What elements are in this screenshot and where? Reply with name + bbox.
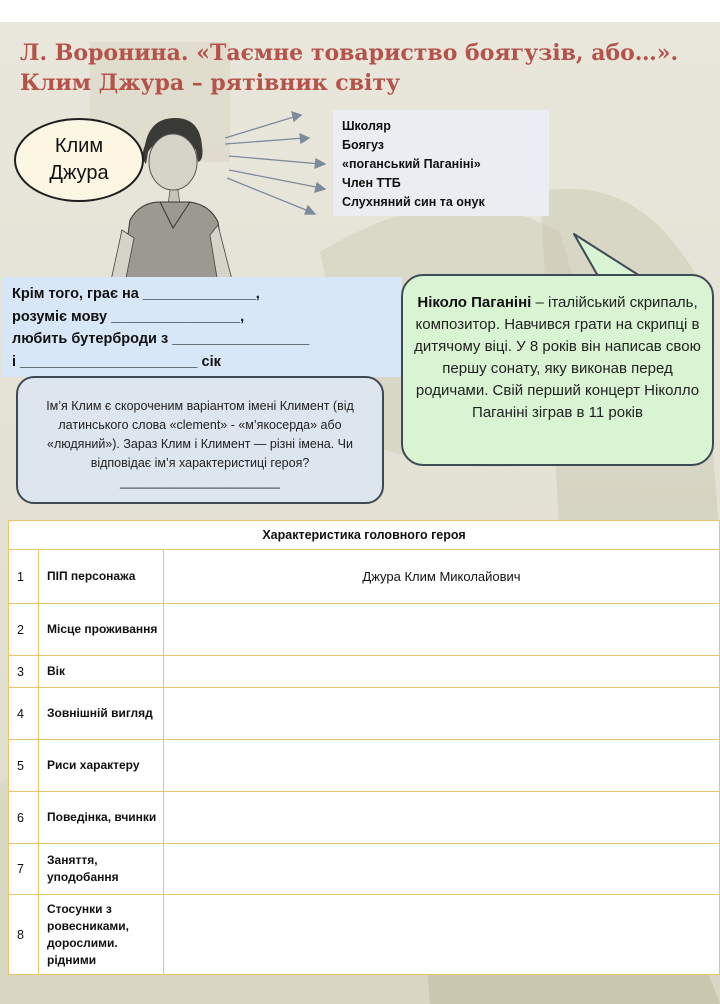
row-label: Заняття, уподобання	[39, 844, 164, 895]
hero-last-name: Джура	[49, 162, 109, 184]
fill-in-line-juice[interactable]: і ______________________ сік	[12, 353, 221, 370]
row-number: 3	[9, 656, 39, 688]
row-number: 8	[9, 895, 39, 975]
page-title	[20, 38, 710, 98]
row-number: 4	[9, 688, 39, 740]
row-value[interactable]	[164, 604, 720, 656]
pointer-arrows	[225, 108, 335, 220]
paganini-name: Ніколо Паганіні	[417, 294, 532, 311]
row-number: 1	[9, 550, 39, 604]
name-meaning-text: Ім’я Клим є скороченим варіантом імені Климент (від латинського слова «clement» - «м’якосерда» або «людяний»). Зараз Клим і Климент — різні імена. Чи відповідає ім’я характеристиці героя? _______________________	[46, 399, 354, 489]
row-label: Риси характеру	[39, 740, 164, 792]
hero-name-oval	[14, 118, 144, 202]
table-row	[9, 844, 720, 895]
row-label: Стосунки з ровесниками, дорослими. рідними	[39, 895, 164, 975]
title-line-1: Л. Воронина. «Таємне товариство боягузів, або…».	[20, 40, 679, 66]
table-header-row	[9, 521, 720, 550]
row-number: 5	[9, 740, 39, 792]
row-number: 6	[9, 792, 39, 844]
table-row	[9, 792, 720, 844]
fill-in-line-language[interactable]: розуміє мову ________________,	[12, 308, 245, 325]
table-header: Характеристика головного героя	[9, 521, 720, 550]
fill-in-exercise	[2, 277, 402, 377]
row-value[interactable]	[164, 656, 720, 688]
trait-item: Школяр	[342, 119, 391, 133]
trait-item: Член ТТБ	[342, 176, 401, 190]
table-row	[9, 895, 720, 975]
row-label: Вік	[39, 656, 164, 688]
trait-item: Слухняний син та онук	[342, 195, 485, 209]
row-label: Місце проживання	[39, 604, 164, 656]
trait-item: «поганський Паганіні»	[342, 157, 481, 171]
row-number: 2	[9, 604, 39, 656]
fill-in-line-sandwich[interactable]: любить бутерброди з _________________	[12, 331, 310, 347]
row-value[interactable]: Джура Клим Миколайович	[164, 550, 720, 604]
title-line-2: Клим Джура – рятівник світу	[20, 70, 401, 96]
table-row	[9, 604, 720, 656]
row-label: Поведінка, вчинки	[39, 792, 164, 844]
name-meaning-note	[16, 376, 384, 504]
character-table	[8, 520, 720, 975]
table-row	[9, 656, 720, 688]
row-value[interactable]	[164, 688, 720, 740]
row-value[interactable]	[164, 740, 720, 792]
paganini-speech-bubble	[401, 274, 714, 466]
row-value[interactable]	[164, 895, 720, 975]
table-row	[9, 550, 720, 604]
fill-in-line-instrument[interactable]: Крім того, грає на ______________,	[12, 286, 260, 302]
hero-first-name: Клим	[54, 135, 104, 157]
table-row	[9, 740, 720, 792]
row-value[interactable]	[164, 792, 720, 844]
trait-item: Боягуз	[342, 138, 384, 152]
paganini-description: – італійський скрипаль, композитор. Навчився грати на скрипці в дитячому віці. У 8 років він написав свою першу сонату, яку виконав перед родичами. Свій перший концерт Ніколло Паганіні зіграв в 11 років	[414, 294, 701, 421]
row-value[interactable]	[164, 844, 720, 895]
traits-box	[333, 110, 549, 216]
table-row	[9, 688, 720, 740]
row-label: ПІП персонажа	[39, 550, 164, 604]
row-label: Зовнішній вигляд	[39, 688, 164, 740]
row-number: 7	[9, 844, 39, 895]
